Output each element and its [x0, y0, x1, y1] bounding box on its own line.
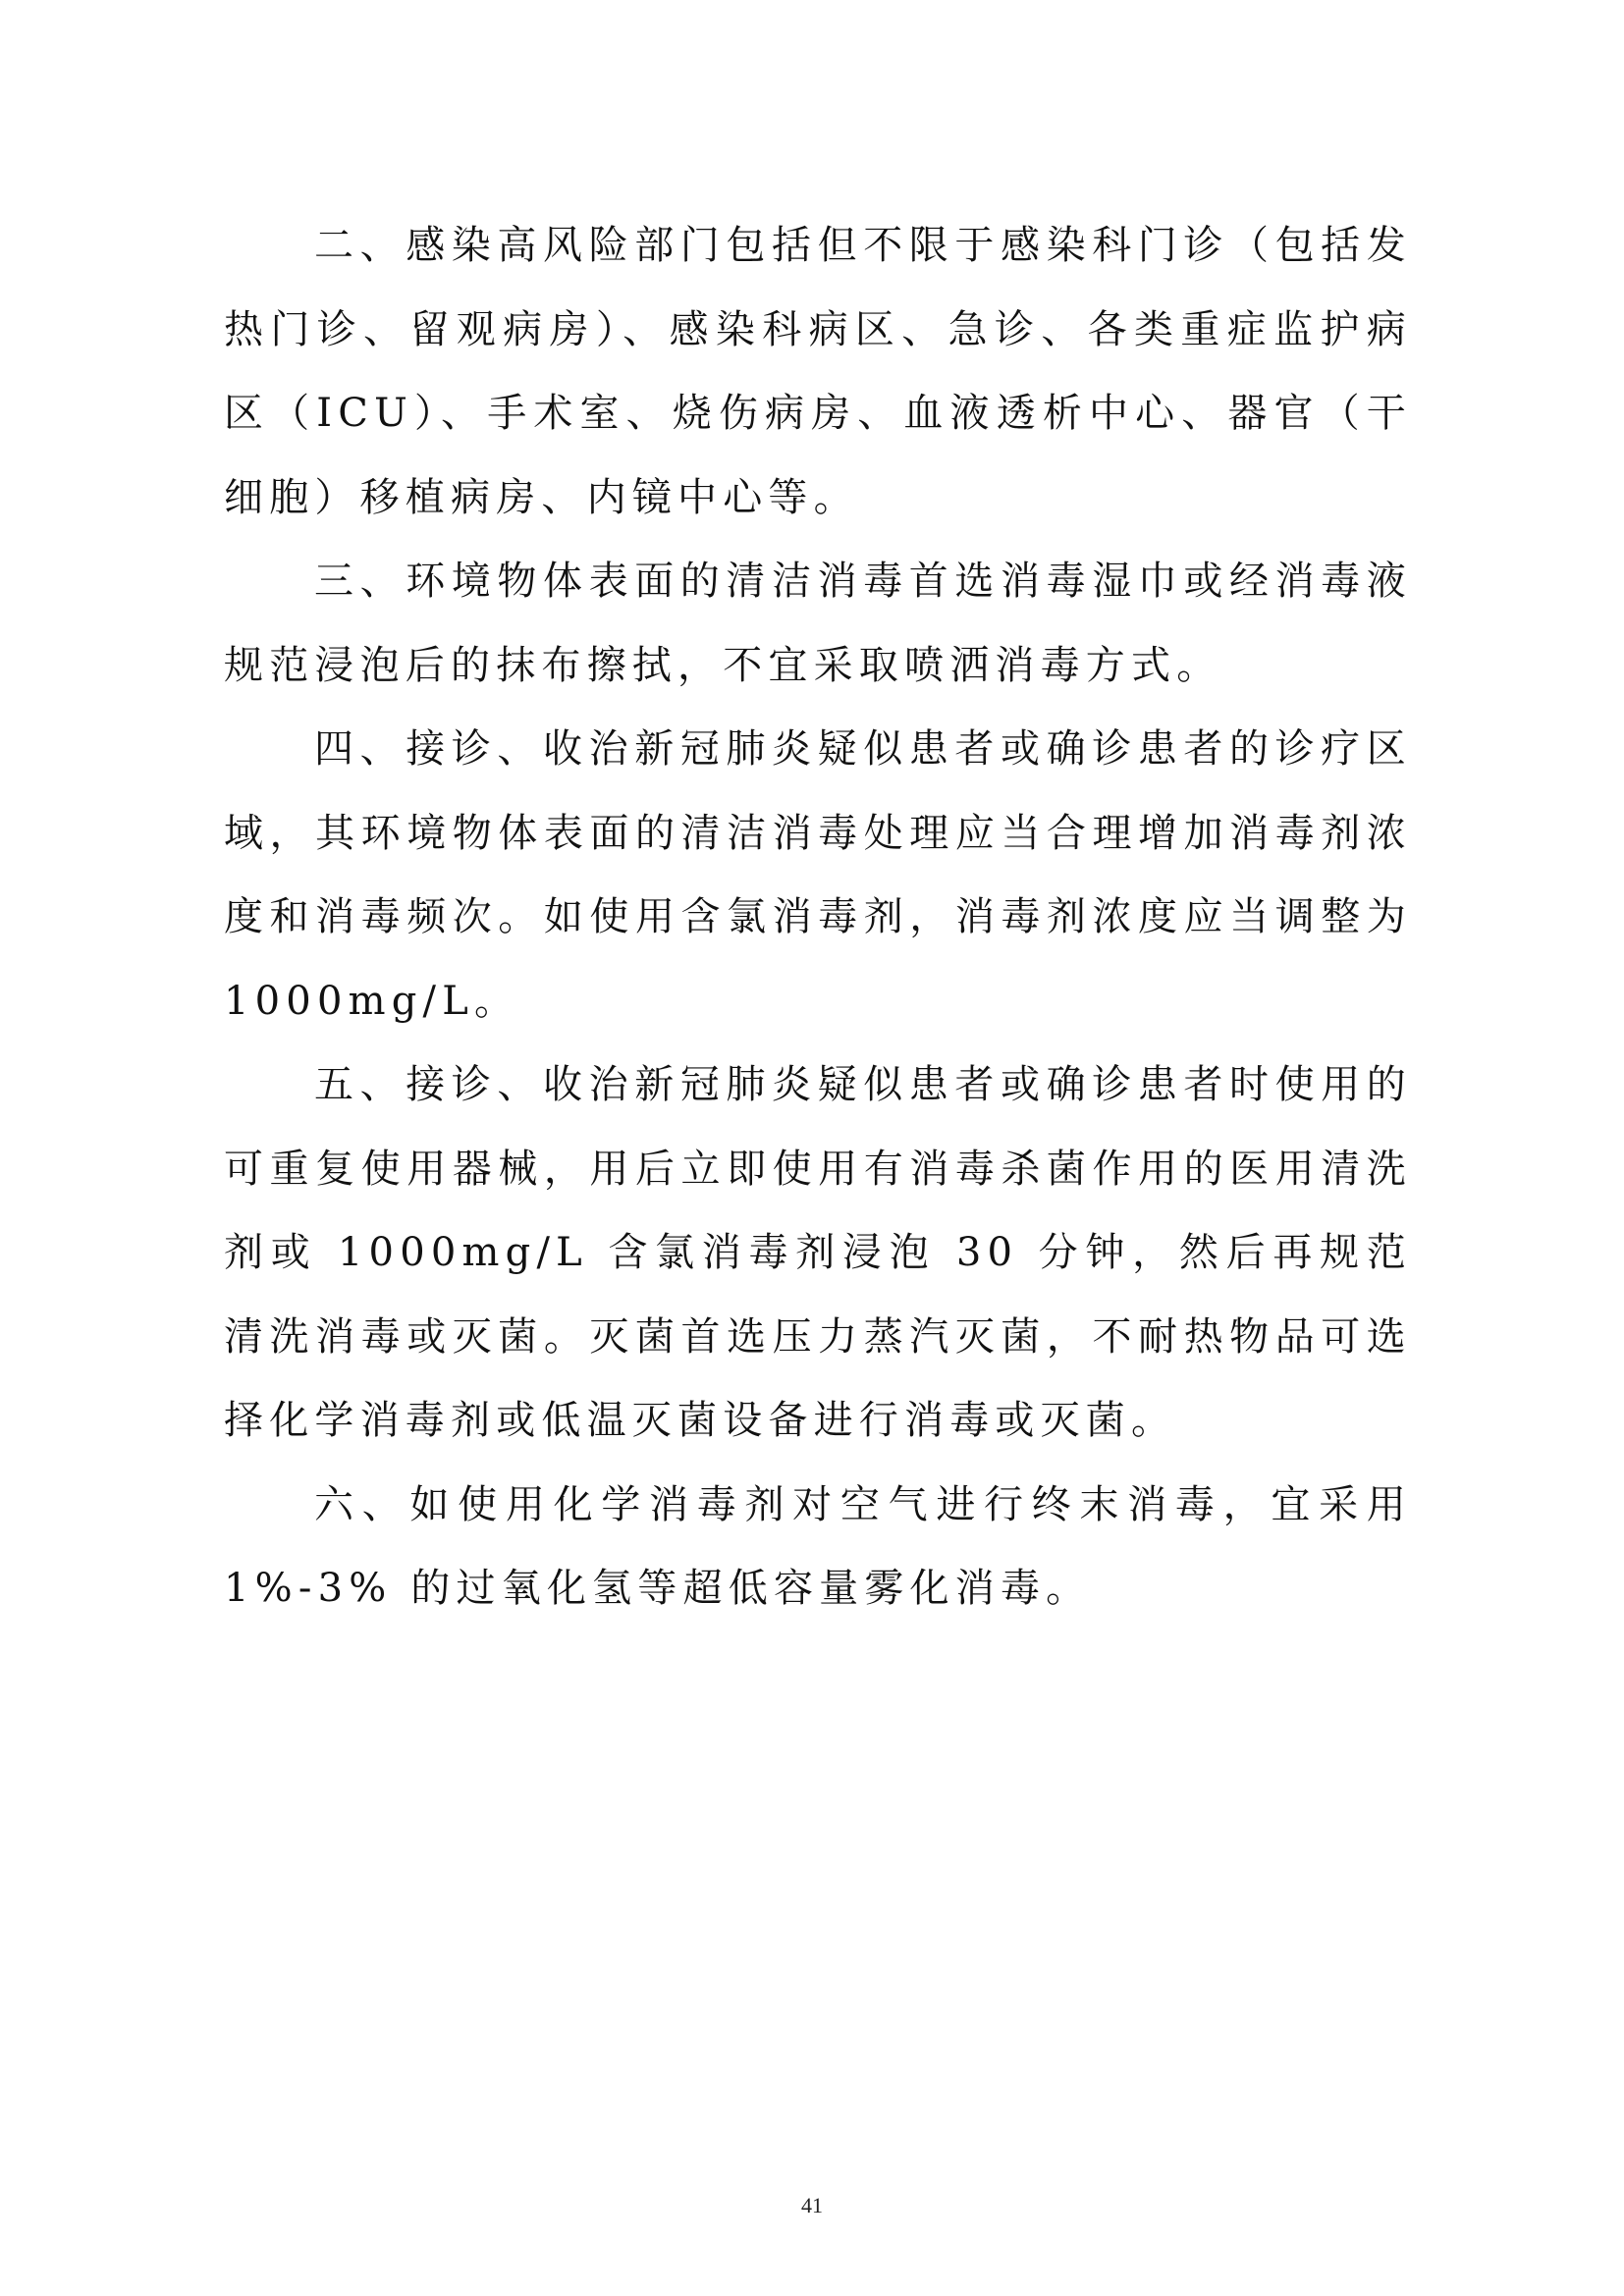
page-number: 41: [801, 2193, 823, 2217]
document-body: [224, 204, 1412, 1631]
paragraph-2: 二、感染高风险部门包括但不限于感染科门诊（包括发热门诊、留观病房）、感染科病区、急诊、各类重症监护病区（ICU）、手术室、烧伤病房、血液透析中心、器官（干细胞）移植病房、内镜中心等。: [224, 223, 1412, 520]
paragraph-4: 四、接诊、收治新冠肺炎疑似患者或确诊患者的诊疗区域，其环境物体表面的清洁消毒处理应当合理增加消毒剂浓度和消毒频次。如使用含氯消毒剂，消毒剂浓度应当调整为 1000mg/L。: [224, 726, 1412, 1024]
paragraph-5: 五、接诊、收治新冠肺炎疑似患者或确诊患者时使用的可重复使用器械，用后立即使用有消毒杀菌作用的医用清洗剂或 1000mg/L 含氯消毒剂浸泡 30 分钟，然后再规范清洗消毒或灭菌。灭菌首选压力蒸汽灭菌，不耐热物品可选择化学消毒剂或低温灭菌设备进行消毒或灭菌。: [224, 1062, 1412, 1443]
paragraph-3: 三、环境物体表面的清洁消毒首选消毒湿巾或经消毒液规范浸泡后的抹布擦拭，不宜采取喷洒消毒方式。: [224, 559, 1412, 688]
paragraph-6: 六、如使用化学消毒剂对空气进行终末消毒，宜采用 1%-3% 的过氧化氢等超低容量雾化消毒。: [224, 1481, 1412, 1611]
